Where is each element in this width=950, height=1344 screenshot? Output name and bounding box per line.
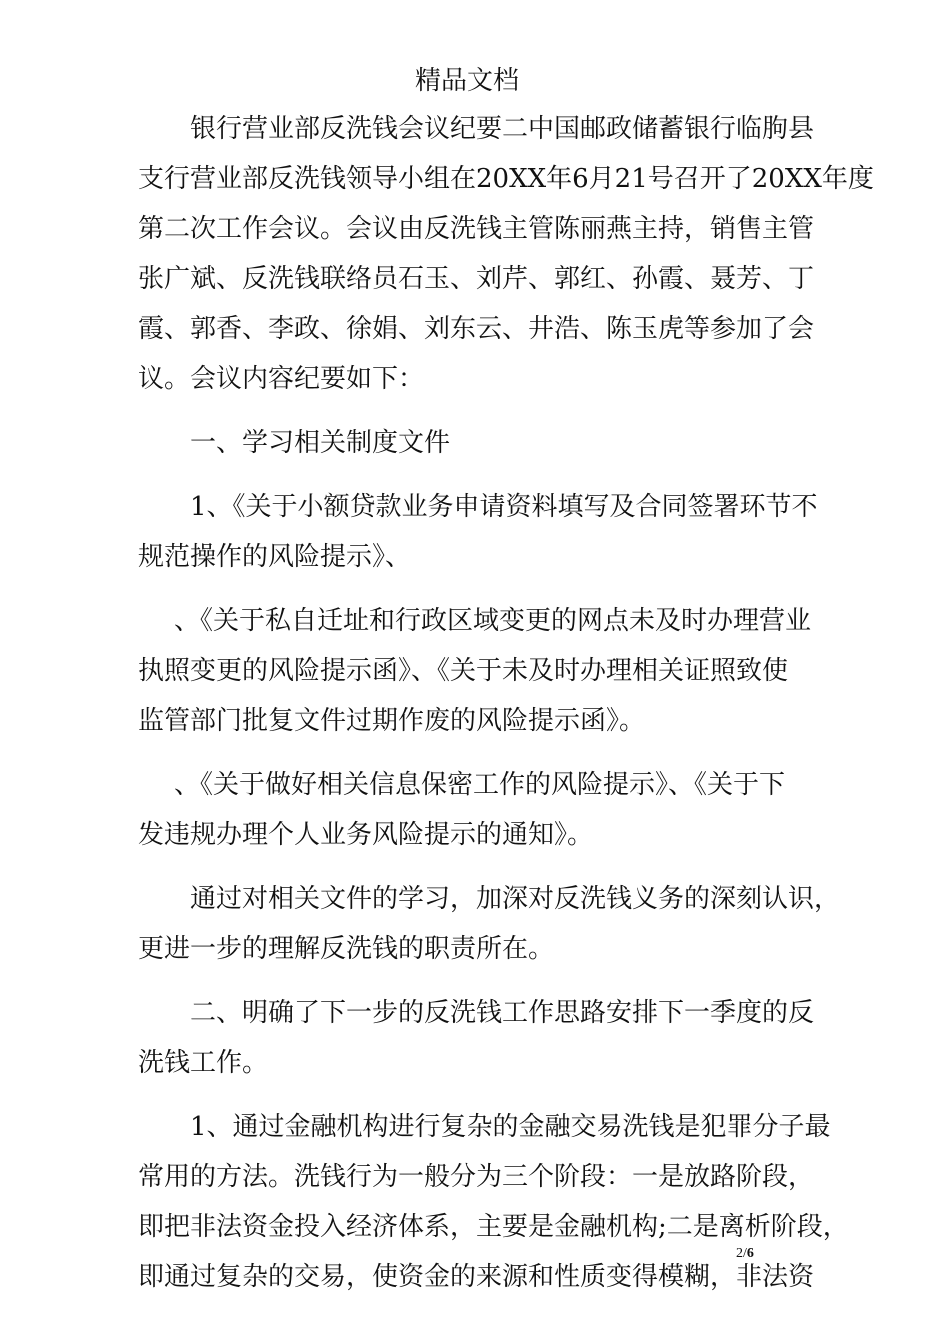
text-line: 即把非法资金投入经济体系，主要是金融机构;二是离析阶段， xyxy=(138,1212,849,1242)
text-line: 支行营业部反洗钱领导小组在20XX年6月21号召开了20XX年度 xyxy=(138,164,874,194)
list-item-document-3 xyxy=(138,760,822,860)
document-body xyxy=(138,104,874,1302)
text-line: 二、明确了下一步的反洗钱工作思路安排下一季度的反 xyxy=(190,998,815,1028)
text-line: 即通过复杂的交易，使资金的来源和性质变得模糊，非法资 xyxy=(138,1262,815,1292)
section-heading-two xyxy=(138,988,822,1088)
text-line: 第二次工作会议。会议由反洗钱主管陈丽燕主持，销售主管 xyxy=(138,214,815,244)
text-line: 一、学习相关制度文件 xyxy=(190,428,451,458)
text-line: 更进一步的理解反洗钱的职责所在。 xyxy=(138,934,555,964)
paragraph-meeting-intro xyxy=(138,104,874,404)
list-item-document-2 xyxy=(138,596,822,746)
text-line: 霞、郭香、李政、徐娟、刘东云、井浩、陈玉虎等参加了会 xyxy=(138,314,815,344)
page-number xyxy=(736,1246,754,1262)
paragraph-money-laundering-stages xyxy=(138,1102,849,1302)
page-header-title: 精品文档 xyxy=(414,66,519,96)
text-line: 议。会议内容纪要如下： xyxy=(138,364,425,394)
page-total: 6 xyxy=(746,1246,754,1261)
text-line: 1、通过金融机构进行复杂的金融交易洗钱是犯罪分子最 xyxy=(190,1112,831,1142)
paragraph-study-summary xyxy=(138,874,841,974)
text-line: 银行营业部反洗钱会议纪要二中国邮政储蓄银行临朐县 xyxy=(190,114,815,144)
text-line: 常用的方法。洗钱行为一般分为三个阶段：一是放路阶段， xyxy=(138,1162,815,1192)
text-line: 发违规办理个人业务风险提示的通知》。 xyxy=(138,820,594,850)
page-current: 2/ xyxy=(736,1246,747,1261)
text-line: 通过对相关文件的学习，加深对反洗钱义务的深刻认识， xyxy=(190,884,841,914)
text-line: 1、《关于小额贷款业务申请资料填写及合同签署环节不 xyxy=(190,492,818,522)
text-line: 监管部门批复文件过期作废的风险提示函》。 xyxy=(138,706,646,736)
text-line: 张广斌、反洗钱联络员石玉、刘芹、郭红、孙霞、聂芳、丁 xyxy=(138,264,815,294)
text-line: 规范操作的风险提示》、 xyxy=(138,542,412,572)
text-line: 执照变更的风险提示函》、《关于未及时办理相关证照致使 xyxy=(138,656,789,686)
text-line: 洗钱工作。 xyxy=(138,1048,269,1078)
text-line: 、《关于私自迁址和行政区域变更的网点未及时办理营业 xyxy=(174,606,812,636)
section-heading-one xyxy=(138,418,822,468)
list-item-document-1 xyxy=(138,482,822,582)
text-line: 、《关于做好相关信息保密工作的风险提示》、《关于下 xyxy=(174,770,786,800)
